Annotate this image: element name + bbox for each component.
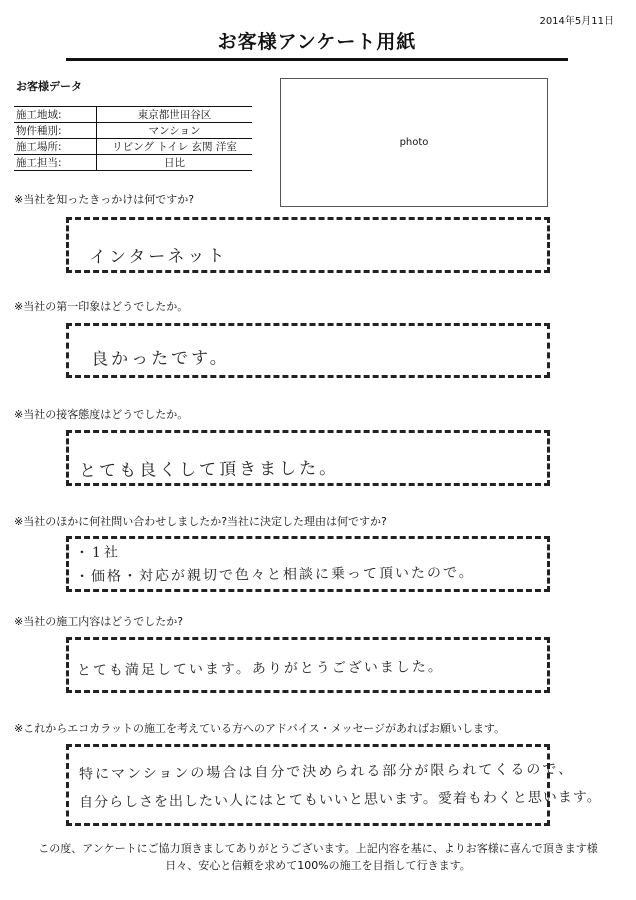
row-key: 施工場所: (14, 139, 97, 155)
answer-2-line-1: 良かったです。 (90, 348, 230, 370)
answer-1-line-1: インターネット (88, 246, 228, 268)
question-3: ※当社の接客態度はどうでしたか。 (14, 408, 189, 421)
answer-box-3 (66, 430, 550, 486)
answer-box-5 (66, 637, 550, 693)
photo-placeholder (280, 78, 548, 207)
row-key: 物件種別: (14, 123, 97, 139)
table-row (14, 107, 252, 123)
question-1: ※当社を知ったきっかけは何ですか? (14, 193, 195, 206)
question-5: ※当社の施工内容はどうでしたか? (14, 615, 184, 628)
photo-label: photo (399, 137, 429, 148)
row-value: リビング トイレ 玄関 洋室 (97, 139, 253, 155)
answer-5-line-1: とても満足しています。ありがとうございました。 (76, 659, 444, 679)
answer-box-4 (66, 536, 550, 592)
row-key: 施工担当: (14, 155, 97, 171)
table-row (14, 123, 252, 139)
answer-box-2 (66, 323, 550, 378)
answer-4-line-2: ・価格・対応が親切で色々と相談に乗って頂いたので。 (74, 564, 475, 586)
question-2: ※当社の第一印象はどうでしたか。 (14, 300, 189, 313)
survey-date: 2014年5月11日 (539, 16, 614, 27)
row-value: マンション (97, 123, 253, 139)
answer-6-line-1: 特にマンションの場合は自分で決められる部分が限られてくるので、 (78, 761, 575, 783)
footer-line-2: 日々、安心と信頼を求めて100%の施工を目指して行きます。 (165, 859, 471, 872)
answer-box-1 (66, 217, 550, 273)
table-row (14, 139, 252, 155)
row-key: 施工地域: (14, 107, 97, 123)
answer-3-line-1: とても良くして頂きました。 (78, 458, 340, 482)
customer-data-label: お客様データ (16, 80, 82, 93)
answer-4-line-1: ・1社 (74, 544, 122, 562)
answer-6-line-2: 自分らしさを出したい人にはとてもいいと思います。愛着もわくと思います。 (78, 789, 602, 811)
answer-box-6 (66, 744, 602, 826)
table-row (14, 155, 252, 171)
question-6: ※これからエコカラットの施工を考えている方へのアドバイス・メッセージがあればお願いします。 (14, 722, 506, 735)
row-value: 東京都世田谷区 (97, 107, 253, 123)
question-4: ※当社のほかに何社問い合わせしましたか?当社に決定した理由は何ですか? (14, 515, 387, 528)
page-title: お客様アンケート用紙 (66, 27, 568, 60)
row-value: 日比 (97, 155, 253, 171)
footer-line-1: この度、アンケートにご協力頂きましてありがとうございます。上記内容を基に、よりお客様に喜んで頂きます様 (38, 842, 598, 855)
customer-data-table (14, 106, 252, 171)
title-underline (66, 60, 568, 61)
